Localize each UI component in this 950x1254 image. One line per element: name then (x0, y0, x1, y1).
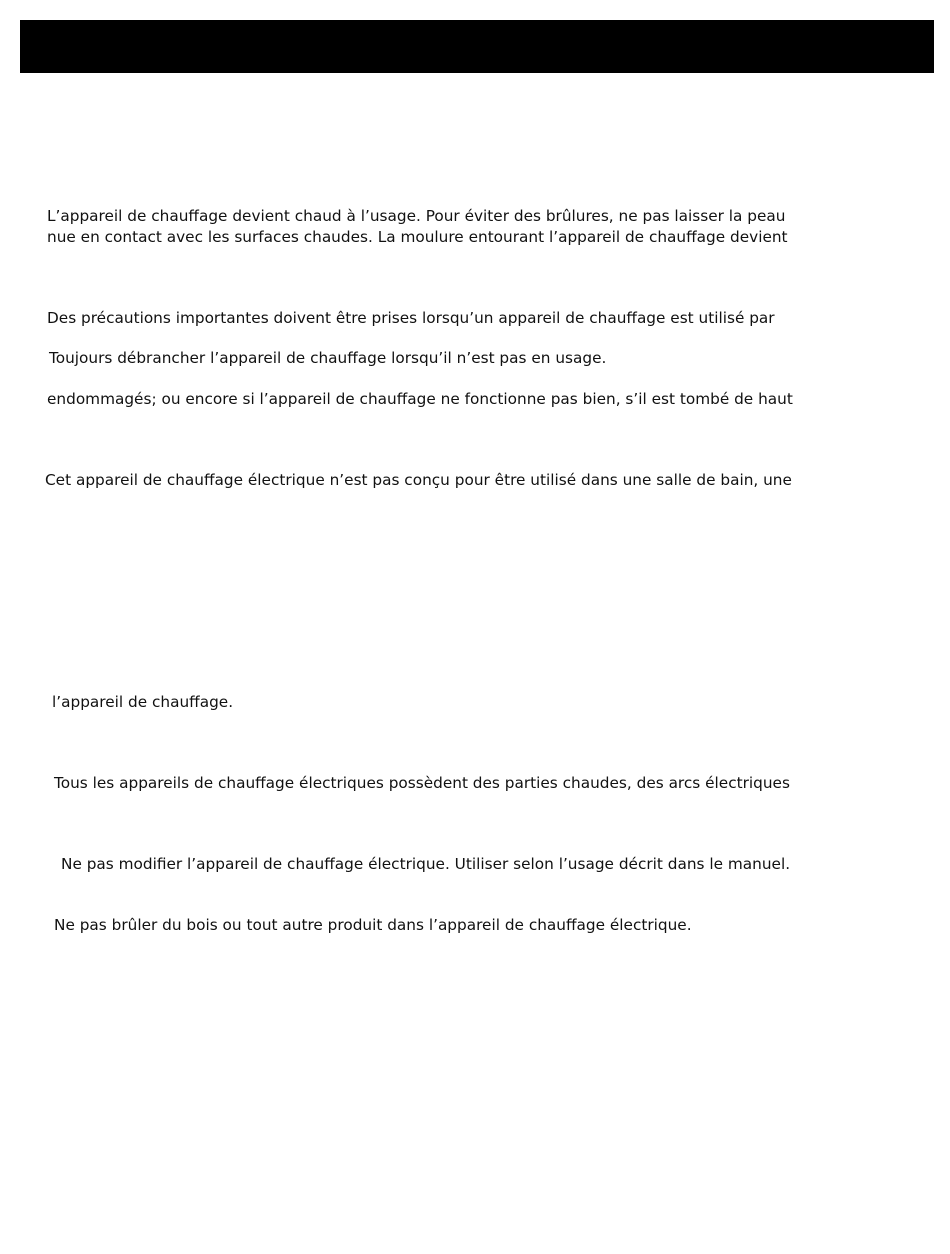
text-line: Ne pas brûler du bois ou tout autre produit dans l’appareil de chauffage électrique. (54, 916, 692, 934)
text-line: Ne pas modifier l’appareil de chauffage électrique. Utiliser selon l’usage décrit dans le manuel. (61, 855, 791, 873)
text-line: nue en contact avec les surfaces chaudes. La moulure entourant l’appareil de chauffage devient (47, 228, 788, 246)
text-line: Cet appareil de chauffage électrique n’est pas conçu pour être utilisé dans une salle de bain, une (45, 471, 792, 489)
text-line: Des précautions importantes doivent être prises lorsqu’un appareil de chauffage est utilisé par (47, 309, 775, 327)
text-line: L’appareil de chauffage devient chaud à l’usage. Pour éviter des brûlures, ne pas laisser la peau (47, 207, 786, 225)
text-line: endommagés; ou encore si l’appareil de chauffage ne fonctionne pas bien, s’il est tombé de haut (47, 390, 793, 408)
text-line: Toujours débrancher l’appareil de chauffage lorsqu’il n’est pas en usage. (49, 349, 607, 367)
header-bar (20, 20, 934, 73)
text-line: l’appareil de chauffage. (52, 693, 234, 711)
text-line: Tous les appareils de chauffage électriques possèdent des parties chaudes, des arcs électriques (54, 774, 790, 792)
